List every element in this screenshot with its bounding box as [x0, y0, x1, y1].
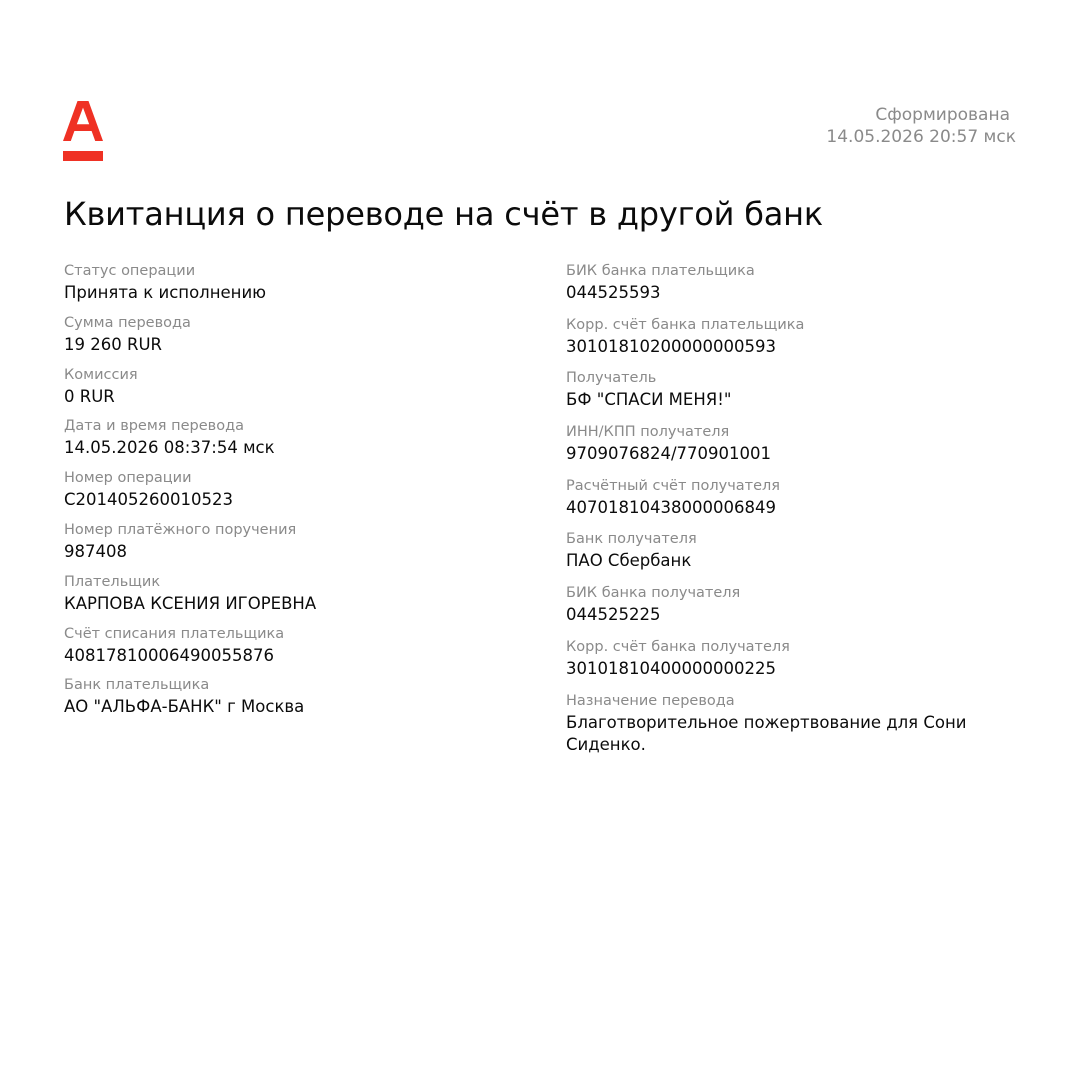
field-label: Счёт списания плательщика: [64, 625, 285, 642]
field-transfer-amount: [64, 314, 504, 366]
field-label: Номер операции: [64, 470, 192, 487]
field-value: 987408: [64, 541, 127, 561]
field-operation-number: [64, 469, 504, 521]
field-payer-bank-corr-account: [566, 316, 986, 370]
field-value: 044525225: [566, 605, 661, 625]
formed-date: 14.05.2026 20:57 мск: [826, 127, 1016, 147]
field-value: Благотворительное пожертвование для Сони Сиденко.: [566, 712, 967, 754]
right-column: [566, 262, 986, 754]
field-label: Банк плательщика: [64, 677, 210, 694]
field-value: 0 RUR: [64, 386, 115, 406]
field-label: Расчётный счёт получателя: [566, 477, 781, 494]
field-label: Дата и время перевода: [64, 418, 244, 435]
field-label: Комиссия: [64, 366, 138, 383]
field-value: 40817810006490055876: [64, 645, 274, 665]
left-column: [64, 262, 504, 728]
field-label: Статус операции: [64, 263, 196, 279]
field-payment-order-number: [64, 521, 504, 573]
field-recipient-inn-kpp: [566, 423, 986, 477]
field-label: Назначение перевода: [566, 692, 735, 709]
field-value: 40701810438000006849: [566, 497, 776, 517]
field-payer-account: [64, 625, 504, 677]
field-commission: [64, 366, 504, 418]
field-value: 9709076824/770901001: [566, 444, 772, 464]
field-recipient-bank: [566, 530, 986, 584]
field-payer-bank: [64, 676, 504, 728]
field-label: ИНН/КПП получателя: [566, 424, 730, 441]
field-payer: [64, 573, 504, 625]
field-label: БИК банка получателя: [566, 585, 741, 602]
formed-timestamp: [826, 104, 1016, 148]
field-label: БИК банка плательщика: [566, 263, 755, 279]
field-value: БФ "СПАСИ МЕНЯ!": [566, 390, 732, 410]
field-value: Принята к исполнению: [64, 283, 267, 302]
alfa-bank-logo-icon: [63, 101, 103, 162]
field-value: 044525593: [566, 283, 661, 302]
field-value: 19 260 RUR: [64, 334, 162, 354]
field-label: Сумма перевода: [64, 314, 191, 331]
field-payer-bank-bik: [566, 262, 986, 316]
field-value: ПАО Сбербанк: [566, 551, 692, 571]
field-value: 30101810200000000593: [566, 336, 776, 356]
field-label: Номер платёжного поручения: [64, 521, 297, 538]
field-value: КАРПОВА КСЕНИЯ ИГОРЕВНА: [64, 593, 317, 613]
page-title: Квитанция о переводе на счёт в другой банк: [64, 195, 823, 233]
field-label: Плательщик: [64, 573, 161, 590]
field-transfer-purpose: [566, 692, 986, 754]
field-label: Получатель: [566, 370, 657, 387]
field-value: АО "АЛЬФА-БАНК" г Москва: [64, 697, 305, 717]
field-recipient-bank-corr-account: [566, 638, 986, 692]
field-recipient-account: [566, 477, 986, 531]
field-value: 14.05.2026 08:37:54 мск: [64, 438, 275, 458]
field-value: 30101810400000000225: [566, 658, 776, 678]
field-label: Корр. счёт банка плательщика: [566, 316, 805, 333]
formed-label: Сформирована: [875, 105, 1010, 125]
field-label: Банк получателя: [566, 531, 697, 548]
field-label: Корр. счёт банка получателя: [566, 638, 790, 655]
field-transfer-datetime: [64, 417, 504, 469]
field-value: C201405260010523: [64, 490, 233, 510]
field-recipient: [566, 369, 986, 423]
field-recipient-bank-bik: [566, 584, 986, 638]
field-operation-status: [64, 262, 504, 314]
